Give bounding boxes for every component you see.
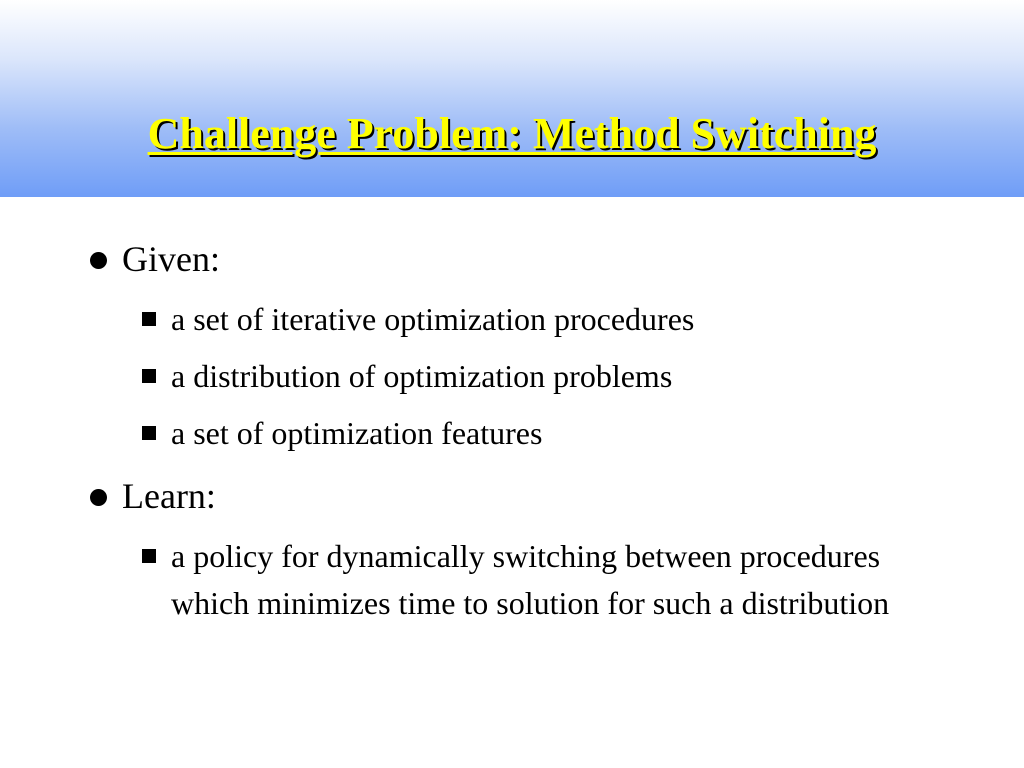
bullet-dot-icon [90,252,107,269]
bullet-dot-icon [90,489,107,506]
square-bullet-icon [142,426,156,440]
square-bullet-icon [142,369,156,383]
bullet-learn [90,474,216,518]
subitem-text: a set of optimization features [171,415,543,451]
square-bullet-icon [142,549,156,563]
subitem-text: a policy for dynamically switching between procedures which minimizes time to solution for such a distribution [171,538,890,621]
bullet-label: Given: [122,239,220,279]
bullet-label: Learn: [122,476,216,516]
subitem-text: a distribution of optimization problems [171,358,673,394]
slide-title: Challenge Problem: Method Switching [147,109,877,158]
bullet-given [90,237,220,281]
square-bullet-icon [142,312,156,326]
subitem-text: a set of iterative optimization procedures [171,301,695,337]
